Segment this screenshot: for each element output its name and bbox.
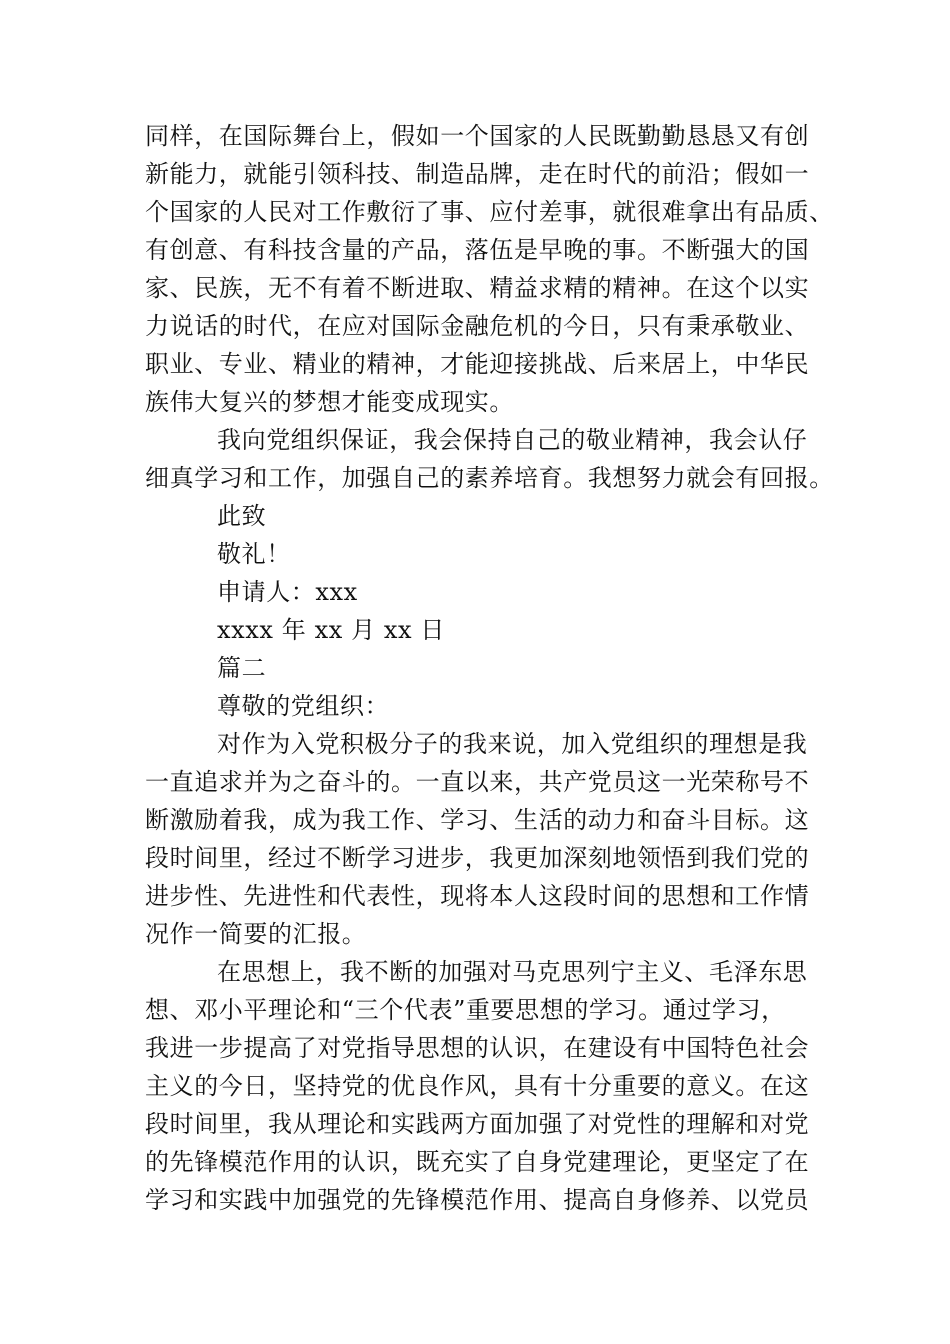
paragraph-first-line: 在思想上，我不断的加强对马克思列宁主义、毛泽东思 [217,958,808,986]
text-line: 有创意、有科技含量的产品，落伍是早晚的事。不断强大的国 [145,236,810,264]
greeting: 尊敬的党组织： [217,692,390,720]
text-line: 力说话的时代，在应对国际金融危机的今日，只有秉承敬业、 [145,312,810,340]
text-line: 想、邓小平理论和“三个代表”重要思想的学习。通过学习， [145,996,786,1024]
text-line: 进步性、先进性和代表性，现将本人这段时间的思想和工作情 [145,882,810,910]
text-line: 段时间里，我从理论和实践两方面加强了对党性的理解和对党 [145,1110,810,1138]
paragraph-first-line: 对作为入党积极分子的我来说，加入党组织的理想是我 [217,730,808,758]
closing-regards: 敬礼！ [217,540,291,568]
text-line: 断激励着我，成为我工作、学习、生活的动力和奋斗目标。这 [145,806,810,834]
document-date: xxxx 年 xx 月 xx 日 [217,616,446,644]
text-line: 段时间里，经过不断学习进步，我更加深刻地领悟到我们党的 [145,844,810,872]
text-line: 我进一步提高了对党指导思想的认识，在建设有中国特色社会 [145,1034,810,1062]
text-line: 同样，在国际舞台上，假如一个国家的人民既勤勤恳恳又有创 [145,122,810,150]
text-line: 新能力，就能引领科技、制造品牌，走在时代的前沿；假如一 [145,160,810,188]
text-line: 一直追求并为之奋斗的。一直以来，共产党员这一光荣称号不 [145,768,810,796]
text-line: 族伟大复兴的梦想才能变成现实。 [145,388,514,416]
closing-salutation: 此致 [217,502,267,530]
text-line: 学习和实践中加强党的先锋模范作用、提高自身修养、以党员 [145,1186,810,1214]
text-line: 家、民族，无不有着不断进取、精益求精的精神。在这个以实 [145,274,810,302]
text-line: 个国家的人民对工作敷衍了事、应付差事，就很难拿出有品质、 [145,198,834,226]
paragraph-first-line: 我向党组织保证，我会保持自己的敬业精神，我会认仔 [217,426,808,454]
text-line: 的先锋模范作用的认识，既充实了自身党建理论，更坚定了在 [145,1148,810,1176]
text-line: 职业、专业、精业的精神，才能迎接挑战、后来居上，中华民 [145,350,810,378]
text-line: 细真学习和工作，加强自己的素养培育。我想努力就会有回报。 [145,464,834,492]
text-line: 主义的今日，坚持党的优良作风，具有十分重要的意义。在这 [145,1072,810,1100]
applicant-name: 申请人：xxx [217,578,358,606]
section-heading: 篇二 [217,654,267,682]
text-line: 况作一简要的汇报。 [145,920,367,948]
